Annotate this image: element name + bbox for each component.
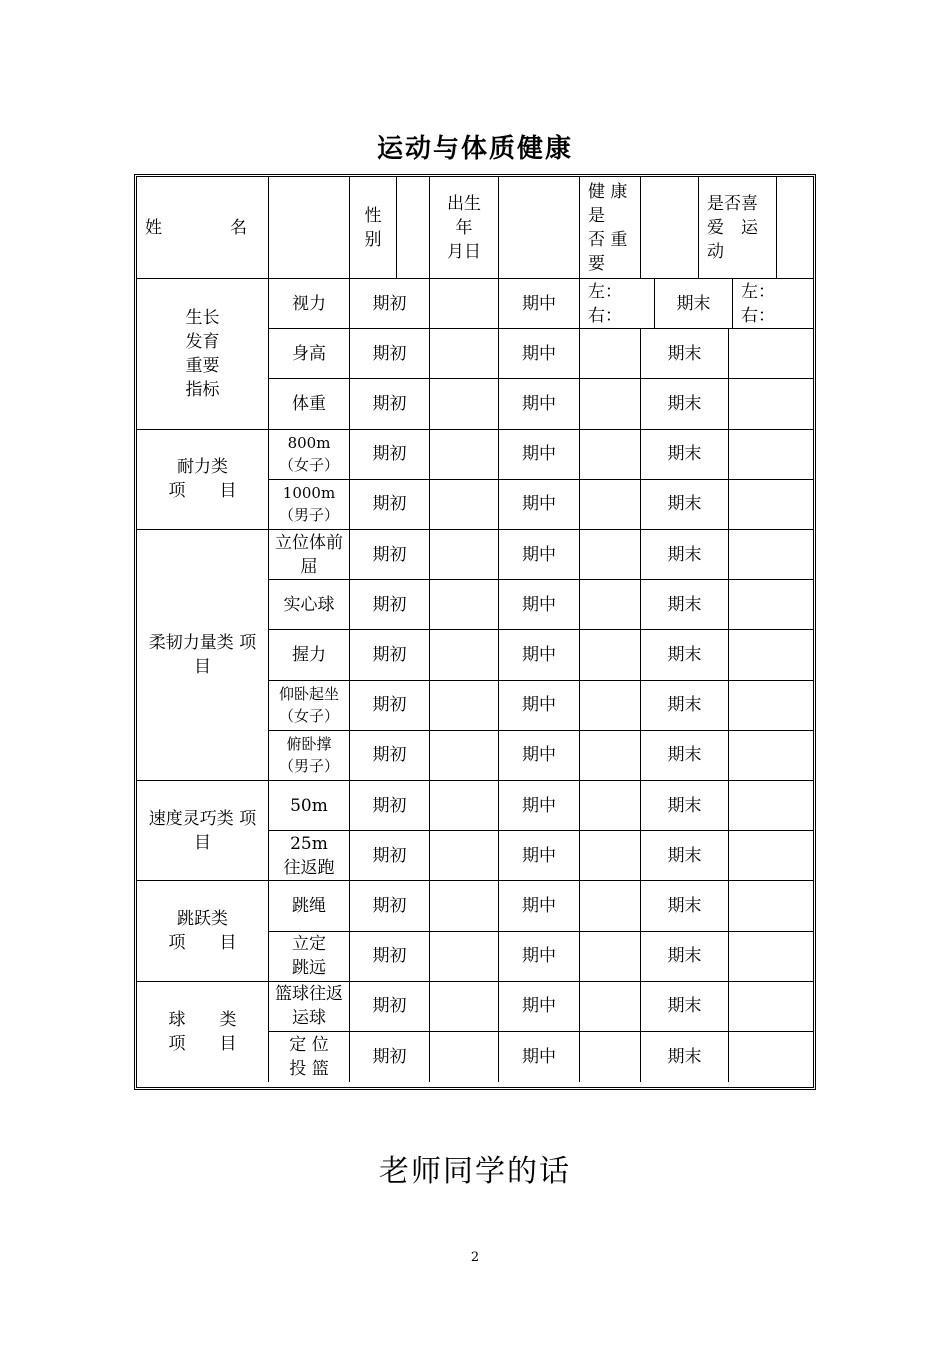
term-end-label: 期末 [641, 430, 729, 480]
likes-sport-label: 是否喜 爱 运 动 [699, 177, 777, 279]
test-item-label: 握力 [269, 630, 350, 680]
category-label: 生长 发育 重要 指标 [137, 279, 269, 430]
term-mid-label: 期中 [499, 932, 580, 982]
term-end-value-cell [729, 831, 813, 881]
term-start-value-cell [430, 1032, 499, 1082]
term-end-value-cell [729, 681, 813, 731]
term-end-label: 期末 [641, 781, 729, 831]
term-mid-value-cell [580, 1032, 641, 1082]
term-end-label: 期末 [641, 681, 729, 731]
term-end-label: 期末 [641, 881, 729, 931]
term-end-value-cell [729, 530, 813, 580]
term-start-value-cell [430, 630, 499, 680]
term-mid-label: 期中 [499, 329, 580, 379]
term-end-value-cell [729, 731, 813, 781]
term-end-value-cell [729, 881, 813, 931]
term-end-value-cell [729, 982, 813, 1032]
term-start-value-cell [430, 430, 499, 480]
category-label: 柔韧力量类 项 目 [137, 530, 269, 781]
term-end-value-cell [729, 480, 813, 530]
term-end-label: 期末 [641, 329, 729, 379]
term-mid-value-cell [580, 781, 641, 831]
term-mid-value-cell [580, 630, 641, 680]
term-start-value-cell [430, 831, 499, 881]
term-mid-label: 期中 [499, 530, 580, 580]
test-item-label: 立定 跳远 [269, 932, 350, 982]
term-start-label: 期初 [350, 379, 430, 429]
term-mid-label: 期中 [499, 430, 580, 480]
term-end-value-cell [729, 781, 813, 831]
term-mid-label: 期中 [499, 681, 580, 731]
term-end-label: 期末 [641, 731, 729, 781]
term-start-label: 期初 [350, 781, 430, 831]
test-item-label: 25m 往返跑 [269, 831, 350, 881]
term-start-value-cell [430, 881, 499, 931]
health-importance-label: 健 康 是 否 重 要 [580, 177, 641, 279]
birth-date-label: 出生 年 月日 [430, 177, 499, 279]
term-end-value-cell [729, 329, 813, 379]
footer-section [0, 1090, 950, 1350]
section-title-comments: 老师同学的话 [379, 1154, 571, 1189]
term-mid-value-cell [580, 982, 641, 1032]
test-item-label: 800m （女子） [269, 430, 350, 480]
term-start-value-cell [430, 480, 499, 530]
term-mid-value-cell [580, 329, 641, 379]
term-end-value-cell [729, 1032, 813, 1082]
term-start-label: 期初 [350, 881, 430, 931]
term-end-label: 期末 [641, 480, 729, 530]
page-title: 运动与体质健康 [376, 134, 573, 164]
term-mid-label: 期中 [499, 831, 580, 881]
term-mid-value-cell [580, 580, 641, 630]
term-mid-value-cell [580, 530, 641, 580]
term-start-value-cell [430, 530, 499, 580]
gender-label: 性 别 [350, 177, 397, 279]
term-mid-label: 期中 [499, 480, 580, 530]
term-end-label: 期末 [641, 580, 729, 630]
page-number: 2 [470, 1250, 480, 1265]
test-item-label: 仰卧起坐 （女子） [269, 681, 350, 731]
term-mid-value-cell [580, 480, 641, 530]
term-mid-label: 期中 [499, 630, 580, 680]
test-item-label: 实心球 [269, 580, 350, 630]
term-mid-label: 期中 [499, 881, 580, 931]
term-start-label: 期初 [350, 279, 430, 329]
vision-mid-eyes: 左： 右： [580, 279, 655, 329]
term-start-value-cell [430, 279, 499, 329]
term-end-label: 期末 [641, 530, 729, 580]
term-start-label: 期初 [350, 831, 430, 881]
term-mid-label: 期中 [499, 982, 580, 1032]
term-mid-value-cell [580, 430, 641, 480]
term-end-value-cell [729, 932, 813, 982]
category-label: 耐力类 项 目 [137, 430, 269, 530]
term-end-label: 期末 [655, 279, 733, 329]
term-end-value-cell [729, 630, 813, 680]
category-label: 速度灵巧类 项 目 [137, 781, 269, 881]
term-end-label: 期末 [641, 1032, 729, 1082]
term-mid-label: 期中 [499, 1032, 580, 1082]
term-end-value-cell [729, 379, 813, 429]
term-start-value-cell [430, 329, 499, 379]
test-item-label: 1000m （男子） [269, 480, 350, 530]
name-value-cell [269, 177, 350, 279]
term-start-label: 期初 [350, 580, 430, 630]
term-mid-value-cell [580, 881, 641, 931]
term-start-value-cell [430, 379, 499, 429]
term-start-label: 期初 [350, 731, 430, 781]
likes-sport-value-cell [777, 177, 813, 279]
category-label: 球 类 项 目 [137, 982, 269, 1082]
test-item-label: 身高 [269, 329, 350, 379]
health-importance-value-cell [641, 177, 699, 279]
term-mid-label: 期中 [499, 379, 580, 429]
term-end-value-cell [729, 430, 813, 480]
term-start-label: 期初 [350, 1032, 430, 1082]
category-label: 跳跃类 项 目 [137, 881, 269, 981]
term-mid-label: 期中 [499, 731, 580, 781]
fitness-record-table [134, 174, 816, 1090]
term-mid-value-cell [580, 731, 641, 781]
term-end-label: 期末 [641, 932, 729, 982]
test-item-label: 篮球往返 运球 [269, 982, 350, 1032]
term-start-value-cell [430, 781, 499, 831]
test-item-label: 50m [269, 781, 350, 831]
term-start-label: 期初 [350, 480, 430, 530]
term-start-label: 期初 [350, 630, 430, 680]
test-item-label: 跳绳 [269, 881, 350, 931]
vision-end-eyes: 左： 右： [733, 279, 813, 329]
gender-value-cell [397, 177, 430, 279]
term-start-label: 期初 [350, 982, 430, 1032]
test-item-label: 体重 [269, 379, 350, 429]
term-end-label: 期末 [641, 630, 729, 680]
test-item-label: 俯卧撑 （男子） [269, 731, 350, 781]
term-mid-label: 期中 [499, 580, 580, 630]
term-start-value-cell [430, 982, 499, 1032]
term-start-label: 期初 [350, 530, 430, 580]
term-end-label: 期末 [641, 982, 729, 1032]
term-mid-value-cell [580, 932, 641, 982]
term-mid-value-cell [580, 379, 641, 429]
term-start-label: 期初 [350, 329, 430, 379]
term-end-value-cell [729, 580, 813, 630]
term-mid-label: 期中 [499, 781, 580, 831]
test-item-label: 视力 [269, 279, 350, 329]
term-start-value-cell [430, 681, 499, 731]
term-mid-value-cell [580, 681, 641, 731]
term-start-value-cell [430, 580, 499, 630]
term-start-value-cell [430, 731, 499, 781]
term-end-label: 期末 [641, 831, 729, 881]
birth-date-value-cell [499, 177, 580, 279]
term-start-label: 期初 [350, 681, 430, 731]
term-start-label: 期初 [350, 430, 430, 480]
term-mid-value-cell [580, 831, 641, 881]
test-item-label: 定 位 投 篮 [269, 1032, 350, 1082]
term-mid-label: 期中 [499, 279, 580, 329]
name-label: 姓 名 [137, 177, 269, 279]
term-start-label: 期初 [350, 932, 430, 982]
term-end-label: 期末 [641, 379, 729, 429]
term-start-value-cell [430, 932, 499, 982]
test-item-label: 立位体前 屈 [269, 530, 350, 580]
